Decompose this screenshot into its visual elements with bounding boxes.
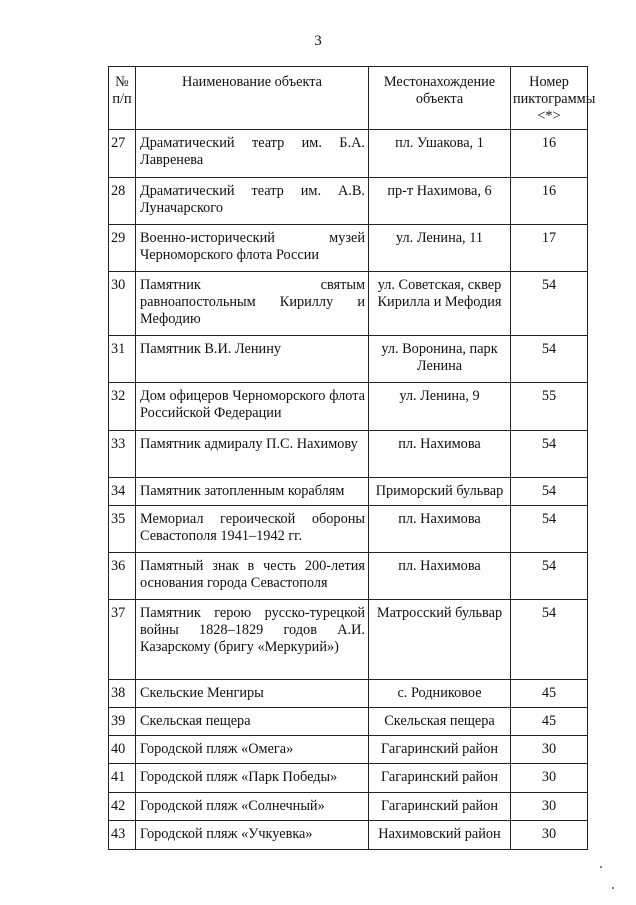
row-pictogram: 16 [511,178,588,225]
row-pictogram: 54 [511,431,588,478]
table-row [109,736,588,764]
objects-table [108,66,596,850]
row-name: Памятный знак в честь 200-летия основания города Севастополя [136,553,369,600]
row-num: 43 [109,821,136,850]
row-num: 28 [109,178,136,225]
row-name: Военно-исторический музей Черноморского флота России [136,225,369,272]
table-row [109,793,588,821]
row-name: Памятник герою русско-турецкой войны 1828–1829 годов А.И. Казарскому (бригу «Меркурий») [136,600,369,680]
row-name: Городской пляж «Парк Победы» [136,764,369,793]
row-pictogram: 30 [511,736,588,764]
row-pictogram: 54 [511,336,588,383]
table-row [109,506,588,553]
table-row [109,225,588,272]
row-location: ул. Ленина, 11 [369,225,511,272]
table-row [109,130,588,178]
table-row [109,272,588,336]
row-num: 41 [109,764,136,793]
row-location: с. Родниковое [369,680,511,708]
row-pictogram: 55 [511,383,588,431]
row-name: Памятник адмиралу П.С. Нахимову [136,431,369,478]
row-pictogram: 30 [511,793,588,821]
row-location: Гагаринский район [369,793,511,821]
row-num: 33 [109,431,136,478]
row-num: 38 [109,680,136,708]
row-location: Нахимовский район [369,821,511,850]
row-location: Приморский бульвар [369,478,511,506]
row-location: ул. Советская, сквер Кирилла и Мефодия [369,272,511,336]
table-row [109,431,588,478]
table-header-row [109,67,588,130]
table-row [109,764,588,793]
row-num: 39 [109,708,136,736]
row-location: пр-т Нахимова, 6 [369,178,511,225]
header-location: Местонахождение объекта [369,67,511,130]
row-name: Памятник В.И. Ленину [136,336,369,383]
row-pictogram: 17 [511,225,588,272]
row-location: Гагаринский район [369,764,511,793]
row-num: 37 [109,600,136,680]
scan-speck [612,887,614,889]
row-pictogram: 54 [511,600,588,680]
row-num: 30 [109,272,136,336]
row-num: 27 [109,130,136,178]
row-pictogram: 45 [511,708,588,736]
row-num: 34 [109,478,136,506]
row-location: пл. Нахимова [369,553,511,600]
scan-speck [600,866,602,868]
row-pictogram: 54 [511,478,588,506]
row-location: Матросский бульвар [369,600,511,680]
table-row [109,478,588,506]
row-name: Городской пляж «Омега» [136,736,369,764]
row-name: Дом офицеров Черноморского флота Российской Федерации [136,383,369,431]
row-num: 31 [109,336,136,383]
row-location: пл. Нахимова [369,506,511,553]
table-row [109,680,588,708]
row-name: Скельская пещера [136,708,369,736]
row-pictogram: 16 [511,130,588,178]
row-name: Драматический театр им. А.В. Луначарского [136,178,369,225]
row-name: Памятник затопленным кораблям [136,478,369,506]
row-name: Мемориал героической обороны Севастополя 1941–1942 гг. [136,506,369,553]
header-pictogram: Номер пиктограммы <*> [511,67,588,130]
table-row [109,178,588,225]
row-location: Гагаринский район [369,736,511,764]
row-location: Скельская пещера [369,708,511,736]
table-row [109,600,588,680]
row-pictogram: 54 [511,272,588,336]
row-pictogram: 30 [511,821,588,850]
row-pictogram: 30 [511,764,588,793]
row-num: 36 [109,553,136,600]
table-row [109,821,588,850]
table-row [109,553,588,600]
row-location: пл. Нахимова [369,431,511,478]
row-num: 35 [109,506,136,553]
row-pictogram: 45 [511,680,588,708]
row-name: Драматический театр им. Б.А. Лавренева [136,130,369,178]
header-name: Наименование объекта [136,67,369,130]
table-row [109,708,588,736]
row-location: ул. Ленина, 9 [369,383,511,431]
table-row [109,336,588,383]
row-location: пл. Ушакова, 1 [369,130,511,178]
row-name: Городской пляж «Солнечный» [136,793,369,821]
row-num: 29 [109,225,136,272]
row-num: 42 [109,793,136,821]
row-location: ул. Воронина, парк Ленина [369,336,511,383]
row-num: 40 [109,736,136,764]
row-name: Памятник святым равноапостольным Кириллу и Мефодию [136,272,369,336]
header-num: № п/п [109,67,136,130]
row-pictogram: 54 [511,553,588,600]
row-num: 32 [109,383,136,431]
row-pictogram: 54 [511,506,588,553]
page-number: 3 [314,33,322,49]
row-name: Городской пляж «Учкуевка» [136,821,369,850]
table-row [109,383,588,431]
row-name: Скельские Менгиры [136,680,369,708]
